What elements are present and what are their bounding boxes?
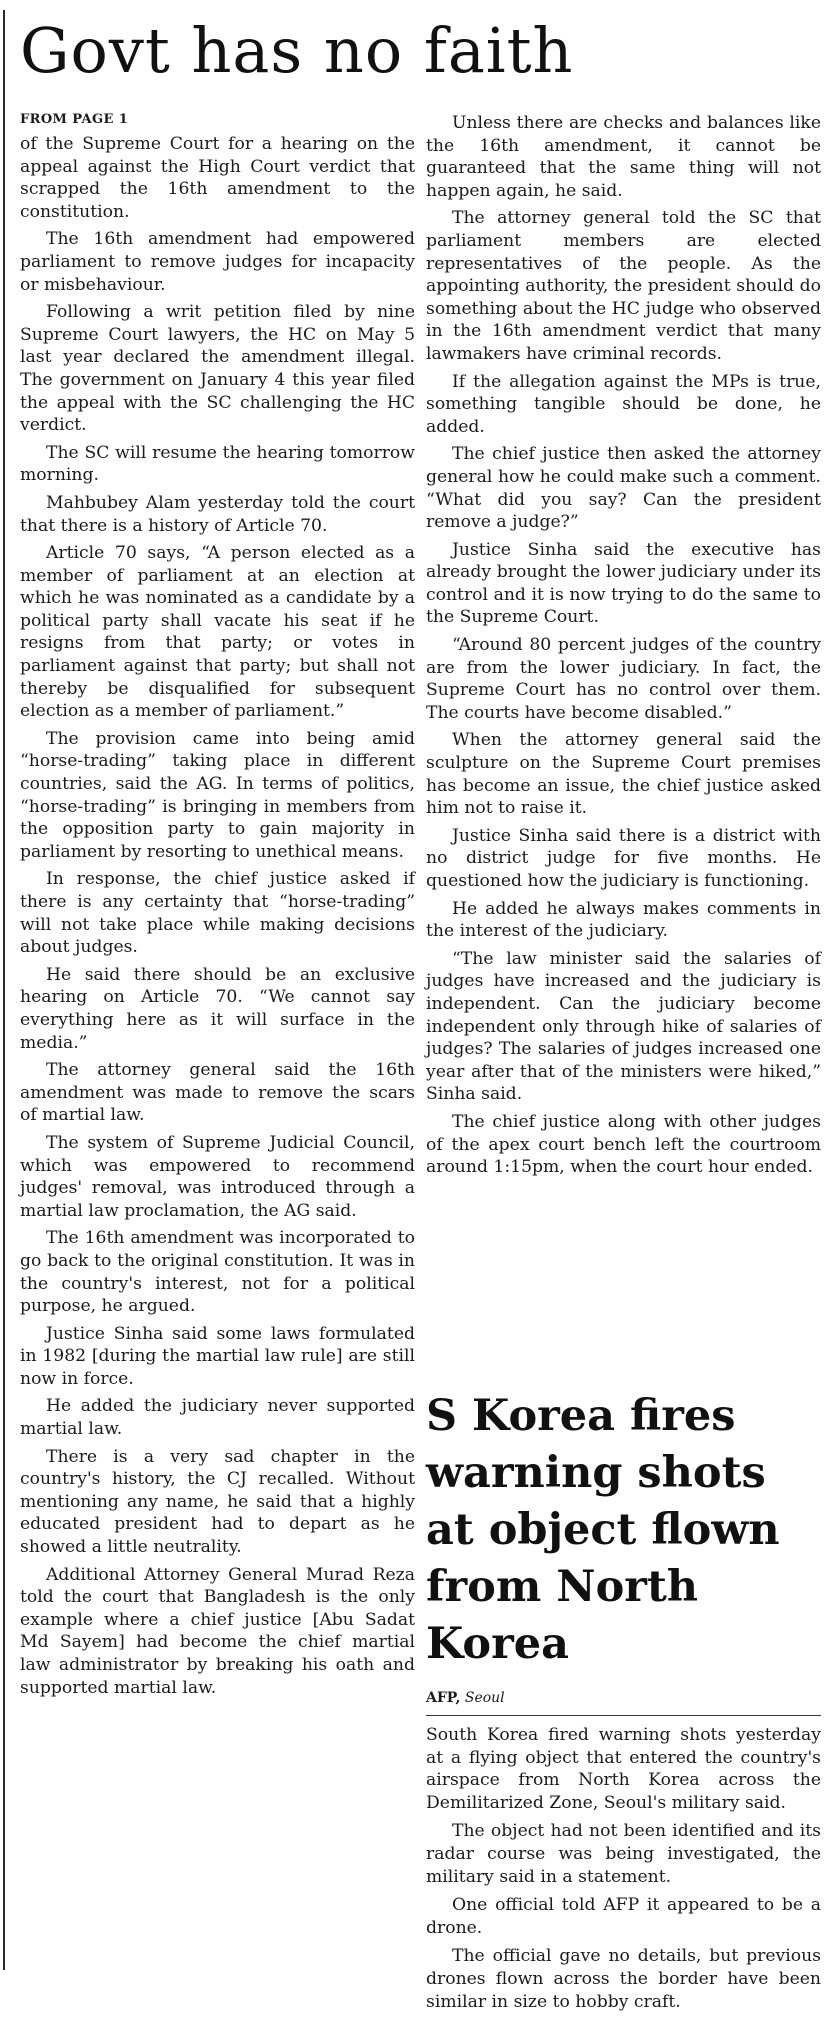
second-story-body [426, 1724, 821, 2013]
paragraph: There is a very sad chapter in the country's history, the CJ recalled. Without mentioning any name, he said that a highly educated president had to depart as he showed a little neutrality. [20, 1446, 415, 1558]
paragraph: Justice Sinha said the executive has already brought the lower judiciary under its control and it is now trying to do the same to the Supreme Court. [426, 539, 821, 628]
paragraph: In response, the chief justice asked if there is any certainty that “horse-trading” will not take place while making decisions about judges. [20, 869, 415, 958]
paragraph: The 16th amendment was incorporated to go back to the original constitution. It was in the country's interest, not for a political purpose, he argued. [20, 1228, 415, 1317]
byline-divider [426, 1715, 821, 1716]
paragraph: The provision came into being amid “horse-trading” taking place in different countries, said the AG. In terms of politics, “horse-trading” is bringing in members from the opposition party to gain majority in parliament by resorting to unethical means. [20, 728, 415, 862]
paragraph: Additional Attorney General Murad Reza told the court that Bangladesh is the only example where a chief justice [Abu Sadat Md Sayem] had become the chief martial law administrator by breaking his oath and supported martial law. [20, 1564, 415, 1698]
paragraph: The attorney general said the 16th amendment was made to remove the scars of martial law. [20, 1060, 415, 1126]
paragraph: When the attorney general said the sculpture on the Supreme Court premises has become an issue, the chief justice asked him not to raise it. [426, 730, 821, 819]
second-story-headline: S Korea fires warning shots at object flown from North Korea [426, 1391, 780, 1669]
second-story [426, 1388, 821, 2019]
byline-agency: AFP, [426, 1690, 461, 1706]
main-headline: Govt has no faith [20, 14, 574, 87]
paragraph: He said there should be an exclusive hearing on Article 70. “We cannot say everything here as it will surface in the media.” [20, 964, 415, 1053]
paragraph: “The law minister said the salaries of judges have increased and the judiciary is independent. Can the judiciary become independent only through hike of salaries of judges? The salaries of judges increased one year after that of the ministers were hiked,” Sinha said. [426, 948, 821, 1105]
paragraph: The object had not been identified and its radar course was being investigated, the military said in a statement. [426, 1821, 821, 1887]
paragraph: The official gave no details, but previous drones flown across the border have been similar in size to hobby craft. [426, 1946, 821, 2012]
paragraph: The 16th amendment had empowered parliament to remove judges for incapacity or misbehaviour. [20, 229, 415, 295]
paragraph: Following a writ petition filed by nine Supreme Court lawyers, the HC on May 5 last year declared the amendment illegal. The government on January 4 this year filed the appeal with the SC challenging the HC verdict. [20, 302, 415, 436]
paragraph: Mahbubey Alam yesterday told the court that there is a history of Article 70. [20, 492, 415, 536]
paragraph: Justice Sinha said some laws formulated in 1982 [during the martial law rule] are still now in force. [20, 1323, 415, 1389]
byline [426, 1689, 821, 1707]
kicker-from-page-1: FROM PAGE 1 [20, 112, 129, 127]
paragraph: The chief justice then asked the attorney general how he could make such a comment. “What did you say? Can the president remove a judge?” [426, 444, 821, 533]
paragraph: Unless there are checks and balances like the 16th amendment, it cannot be guaranteed that the same thing will not happen again, he said. [426, 113, 821, 201]
paragraph: of the Supreme Court for a hearing on the appeal against the High Court verdict that scrapped the 16th amendment to the constitution. [20, 134, 415, 222]
paragraph: “Around 80 percent judges of the country are from the lower judiciary. In fact, the Supreme Court has no control over them. The courts have become disabled.” [426, 635, 821, 723]
paragraph: He added he always makes comments in the interest of the judiciary. [426, 898, 821, 942]
paragraph: Article 70 says, “A person elected as a member of parliament at an election at which he was nominated as a candidate by a political party shall vacate his seat if he resigns from that party; or votes in parliament against that party; but shall not thereby be disqualified for subsequent election as a member of parliament.” [20, 543, 415, 722]
paragraph: One official told AFP it appeared to be a drone. [426, 1895, 821, 1938]
paragraph: If the allegation against the MPs is true, something tangible should be done, he added. [426, 371, 821, 437]
paragraph: The SC will resume the hearing tomorrow morning. [20, 442, 415, 486]
paragraph: Justice Sinha said there is a district with no district judge for five months. He questioned how the judiciary is functioning. [426, 825, 821, 891]
paragraph: He added the judiciary never supported martial law. [20, 1396, 415, 1440]
left-column [20, 112, 415, 1704]
right-column [426, 112, 821, 1184]
paragraph: South Korea fired warning shots yesterday at a flying object that entered the country's airspace from North Korea across the Demilitarized Zone, Seoul's military said. [426, 1725, 821, 1813]
paragraph: The attorney general told the SC that parliament members are elected representatives of the people. As the appointing authority, the president should do something about the HC judge who observed in the 16th amendment verdict that many lawmakers have criminal records. [426, 208, 821, 364]
paragraph: The chief justice along with other judges of the apex court bench left the courtroom around 1:15pm, when the court hour ended. [426, 1111, 821, 1178]
byline-place: Seoul [464, 1690, 505, 1706]
paragraph: The system of Supreme Judicial Council, which was empowered to recommend judges' removal, was introduced through a martial law proclamation, the AG said. [20, 1132, 415, 1221]
column-rule [3, 10, 5, 1970]
